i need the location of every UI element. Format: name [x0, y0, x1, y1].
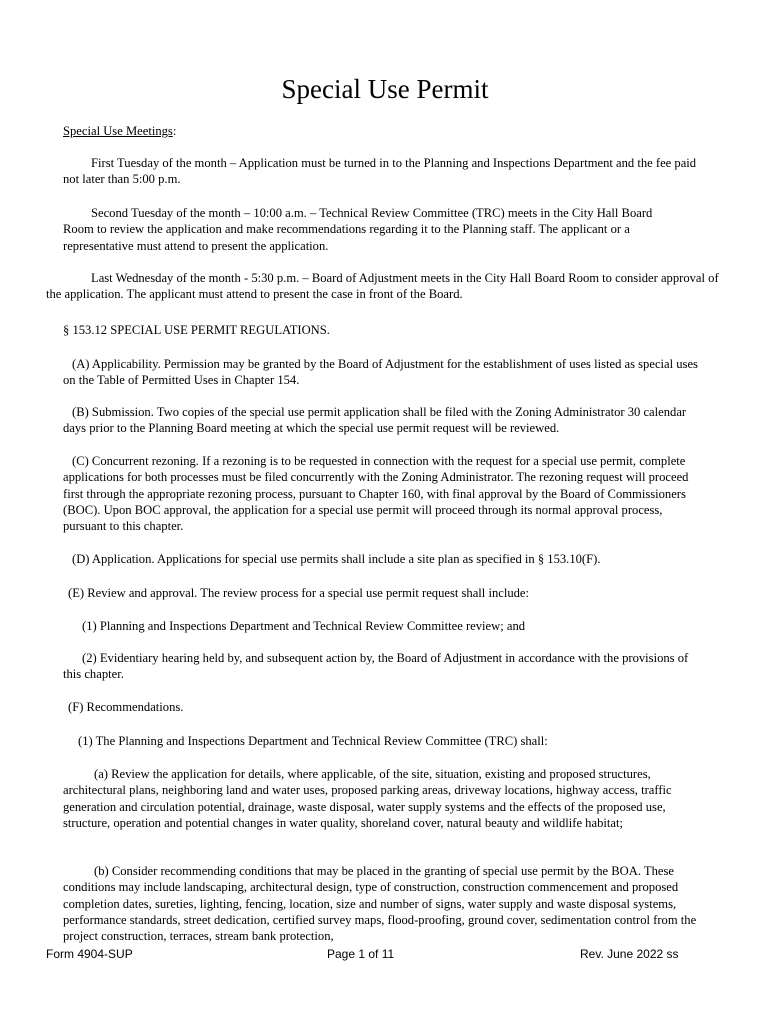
- section-c: (C) Concurrent rezoning. If a rezoning is to be requested in connection with the request for a special use permit, complete applications for both processes must be filed concurrently with the Zoning Administrator. The rezoning request will proceed first through the appropriate rezoning process, pursuant to Chapter 160, with final approval by the Board of Commissioners (BOC). Upon BOC approval, the application for a special use permit will proceed through its normal approval process, pursuant to this chapter.: [63, 454, 689, 534]
- footer-form-number: Form 4904-SUP: [46, 947, 133, 961]
- regulations-heading: § 153.12 SPECIAL USE PERMIT REGULATIONS.: [63, 323, 330, 337]
- meetings-heading-colon: :: [172, 124, 177, 138]
- meetings-heading: Special Use Meetings: [63, 124, 173, 138]
- section-e: (E) Review and approval. The review process for a special use permit request shall include:: [68, 586, 530, 600]
- section-f-1: (1) The Planning and Inspections Department and Technical Review Committee (TRC) shall:: [78, 734, 548, 748]
- meeting-second-tuesday: Second Tuesday of the month – 10:00 a.m. – Technical Review Committee (TRC) meets in the City Hall Board Room to review the application and make recommendations regarding it to the Planning staff. The applicant or a representative must attend to present the application.: [63, 206, 653, 253]
- footer-revision: Rev. June 2022 ss: [580, 947, 679, 961]
- section-d: (D) Application. Applications for special use permits shall include a site plan as specified in § 153.10(F).: [72, 552, 601, 566]
- meeting-last-wednesday: Last Wednesday of the month - 5:30 p.m. – Board of Adjustment meets in the City Hall Board Room to consider approval of the application. The applicant must attend to present the case in front of the Board.: [46, 271, 719, 302]
- section-b: (B) Submission. Two copies of the special use permit application shall be filed with the Zoning Administrator 30 calendar days prior to the Planning Board meeting at which the special use permit request will be reviewed.: [63, 405, 687, 436]
- section-f: (F) Recommendations.: [68, 700, 184, 714]
- page-title: Special Use Permit: [281, 74, 489, 104]
- section-f-a: (a) Review the application for details, where applicable, of the site, situation, existing and proposed structures, architectural plans, neighboring land and water uses, proposed parking areas, driveway locations, highway access, traffic generation and circulation potential, drainage, waste disposal, water supply systems and the effects of the proposed use, structure, operation and potential changes in water quality, shoreland cover, natural beauty and wildlife habitat;: [63, 767, 672, 830]
- section-e-1: (1) Planning and Inspections Department and Technical Review Committee review; and: [82, 619, 526, 633]
- section-a: (A) Applicability. Permission may be granted by the Board of Adjustment for the establishment of uses listed as special uses on the Table of Permitted Uses in Chapter 154.: [63, 357, 698, 388]
- meeting-first-tuesday: First Tuesday of the month – Application must be turned in to the Planning and Inspections Department and the fee paid not later than 5:00 p.m.: [63, 156, 697, 187]
- meetings-heading-line: [63, 123, 723, 139]
- section-f-b: (b) Consider recommending conditions that may be placed in the granting of special use permit by the BOA. These conditions may include landscaping, architectural design, type of construction, construction commencement and proposed completion dates, sureties, lighting, fencing, location, size and number of signs, water supply and waste disposal systems, performance standards, street dedication, certified survey maps, flood-proofing, ground cover, sedimentation control from the project construction, terraces, stream bank protection,: [63, 864, 697, 944]
- footer-page-number: Page 1 of 11: [327, 947, 395, 961]
- section-e-2: (2) Evidentiary hearing held by, and subsequent action by, the Board of Adjustment in accordance with the provisions of this chapter.: [63, 651, 689, 682]
